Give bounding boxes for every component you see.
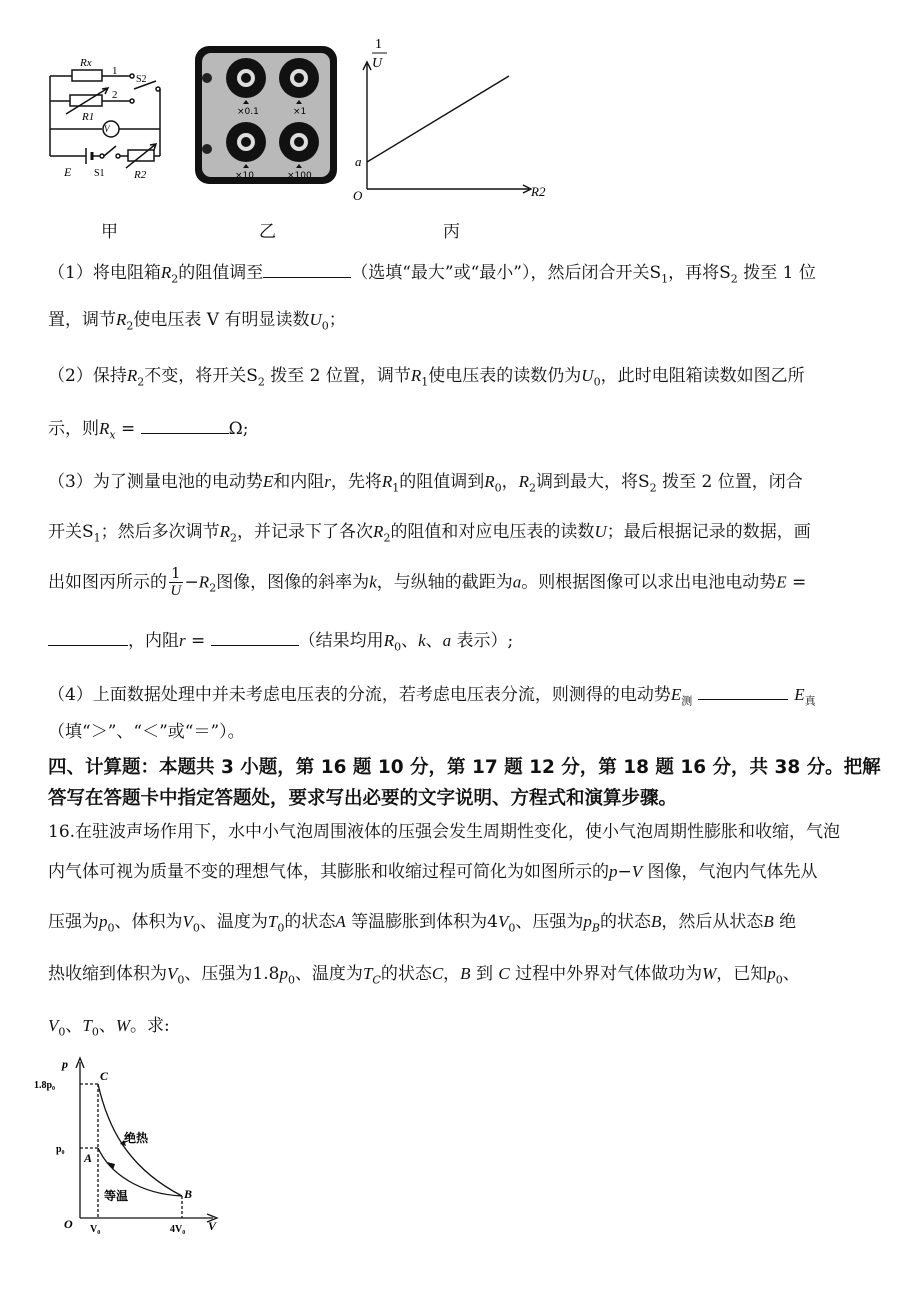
q3-line-3: 出如图丙所示的 $\frac{1}{U}$ $-R_2$图像，图像的斜率为k，与纵轴的截距为a。则根据图像可以求出电池电动势E = [48,564,807,599]
q2-line-2: 示，则$R_x = \Omega$; [48,416,860,442]
answer-blank-q2[interactable] [141,416,229,434]
caption-yi: 乙 [259,222,276,242]
r1-label: R1 [82,111,95,123]
pv-axis-p: p [62,1057,68,1071]
q16-line-4: 热收缩到体积为$V_0$、压强为$1.8p_0$、温度为$T_C$的状态C，B 到 C 过程中外界对气体做功为W，已知$p_0$、 [48,964,800,987]
pv-tick-1-8p0: 1.8p₀ [34,1080,56,1091]
rx-label: Rx [80,57,92,69]
section-4-heading-line-2: 答写在答题卡中指定答题处，要求写出必要的文字说明、方程式和演算步骤。 [48,788,678,809]
pv-point-b: B [184,1187,193,1201]
pv-tick-4v0: 4V₀ [170,1224,186,1235]
graph-origin: O [353,188,363,203]
caption-jia: 甲 [101,222,118,242]
section-4-heading-line-1: 四、计算题：本题共 3 小题，第 16 题 10 分，第 17 题 12 分，第 18 题 16 分，共 38 分。把解 [48,757,881,778]
q4-line-2: （填“＞”、“＜”或“＝”）。 [48,722,245,742]
graph-x-label: R2 [531,184,546,199]
caption-bing: 丙 [443,222,460,242]
dial-x10-label: ×10 [235,171,254,181]
q2-line-1: （2）保持$R_2$不变，将开关$S_2$ 拨至 2 位置，调节$R_1$使电压表的读数仍为$U_0$，此时电阻箱读数如图乙所 [48,366,805,389]
battery-e-label: E [64,165,72,179]
q3-line-1: （3）为了测量电池的电动势E和内阻r，先将$R_1$的阻值调到$R_0$，$R_2$调到最大，将$S_2$ 拨至 2 位置，闭合 [48,472,803,495]
pv-origin: O [64,1217,73,1231]
pv-point-c: C [100,1069,109,1083]
s1-label: S1 [94,168,105,179]
q3-line-2: 开关$S_1$；然后多次调节$R_2$，并记录下了各次$R_2$的阻值和对应电压表的读数U；最后根据记录的数据，画 [48,522,811,545]
pv-tick-v0: V₀ [90,1224,101,1235]
q16-line-1: 16.在驻波声场作用下，水中小气泡周围液体的压强会发生周期性变化，使小气泡周期性膨胀和收缩，气泡 [48,822,841,842]
graph-y-denominator: U [372,56,383,71]
resistance-box-figure-yi [193,44,339,186]
s2-label: S2 [136,74,147,85]
pv-label-adiabatic: 绝热 [124,1131,149,1145]
pv-tick-p0: p₀ [56,1144,65,1155]
graph-intercept-a: a [355,154,362,169]
switch-pos-1: 1 [112,65,118,77]
q1-line-2: 置，调节$R_2$使电压表 V 有明显读数$U_0$； [48,310,346,333]
graph-y-numerator: 1 [375,37,382,52]
q16-line-5: $V_0$、$T_0$、W。求: [48,1016,170,1039]
voltmeter-label: V [104,124,110,134]
answer-blank-q1[interactable] [263,260,351,278]
pv-point-a: A [84,1151,93,1165]
graph-figure-bing [345,34,555,204]
q1-line-1: （1）将电阻箱$R_2$的阻值调至 （选填“最大”或“最小”），然后闭合开关$S_1$，再将$S_2$ 拨至 1 位 [48,260,860,286]
circuit-diagram-jia [38,44,173,184]
pv-axis-v: V [208,1219,217,1233]
q16-line-3: 压强为$p_0$、体积为$V_0$、温度为$T_0$的状态A 等温膨胀到体积为$4V_0$、压强为$p_B$的状态B，然后从状态B 绝 [48,912,797,935]
answer-blank-q4[interactable] [698,682,788,700]
pv-label-isothermal: 等温 [104,1189,129,1203]
dial-x01-label: ×0.1 [237,107,259,117]
q4-line-1: （4）上面数据处理中并未考虑电压表的分流，若考虑电压表分流，则测得的电动势$E_测$ $E_真$ [48,682,860,708]
q3-line-4: ，内阻r = （结果均用$R_0$、k、a 表示）; [48,628,860,654]
dial-x100-label: ×100 [287,171,312,181]
answer-blank-q3-r[interactable] [211,628,299,646]
pv-diagram [28,1048,228,1238]
dial-x1-label: ×1 [293,107,307,117]
switch-pos-2: 2 [112,89,118,101]
r2-label: R2 [134,169,147,181]
answer-blank-q3-e[interactable] [48,628,128,646]
q16-line-2: 内气体可视为质量不变的理想气体，其膨胀和收缩过程可简化为如图所示的p−V 图像，气泡内气体先从 [48,862,818,882]
